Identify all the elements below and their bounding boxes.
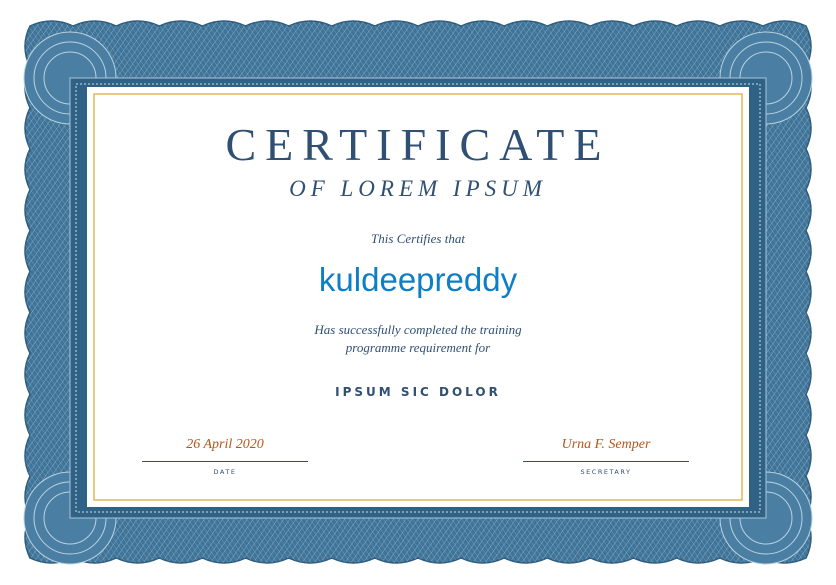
recipient-name: kuldeepreddy	[318, 261, 518, 298]
signature-line	[523, 461, 689, 462]
date-line	[142, 461, 308, 462]
date-label: DATE	[213, 468, 237, 476]
completion-text	[88, 321, 748, 357]
signatory-label: SECRETARY	[580, 468, 632, 476]
date-value: 26 April 2020	[186, 437, 264, 452]
completion-line-2: programme requirement for	[345, 340, 491, 355]
completion-line-1: Has successfully completed the training	[314, 322, 522, 337]
signature-block	[523, 437, 689, 476]
date-block	[142, 437, 308, 476]
certifies-text: This Certifies that	[371, 231, 465, 246]
course-name: IPSUM SIC DOLOR	[335, 385, 501, 399]
certificate-subtitle: OF LOREM IPSUM	[289, 176, 547, 201]
certificate-title: CERTIFICATE	[225, 119, 611, 170]
signatory-name: Urna F. Semper	[561, 437, 651, 452]
